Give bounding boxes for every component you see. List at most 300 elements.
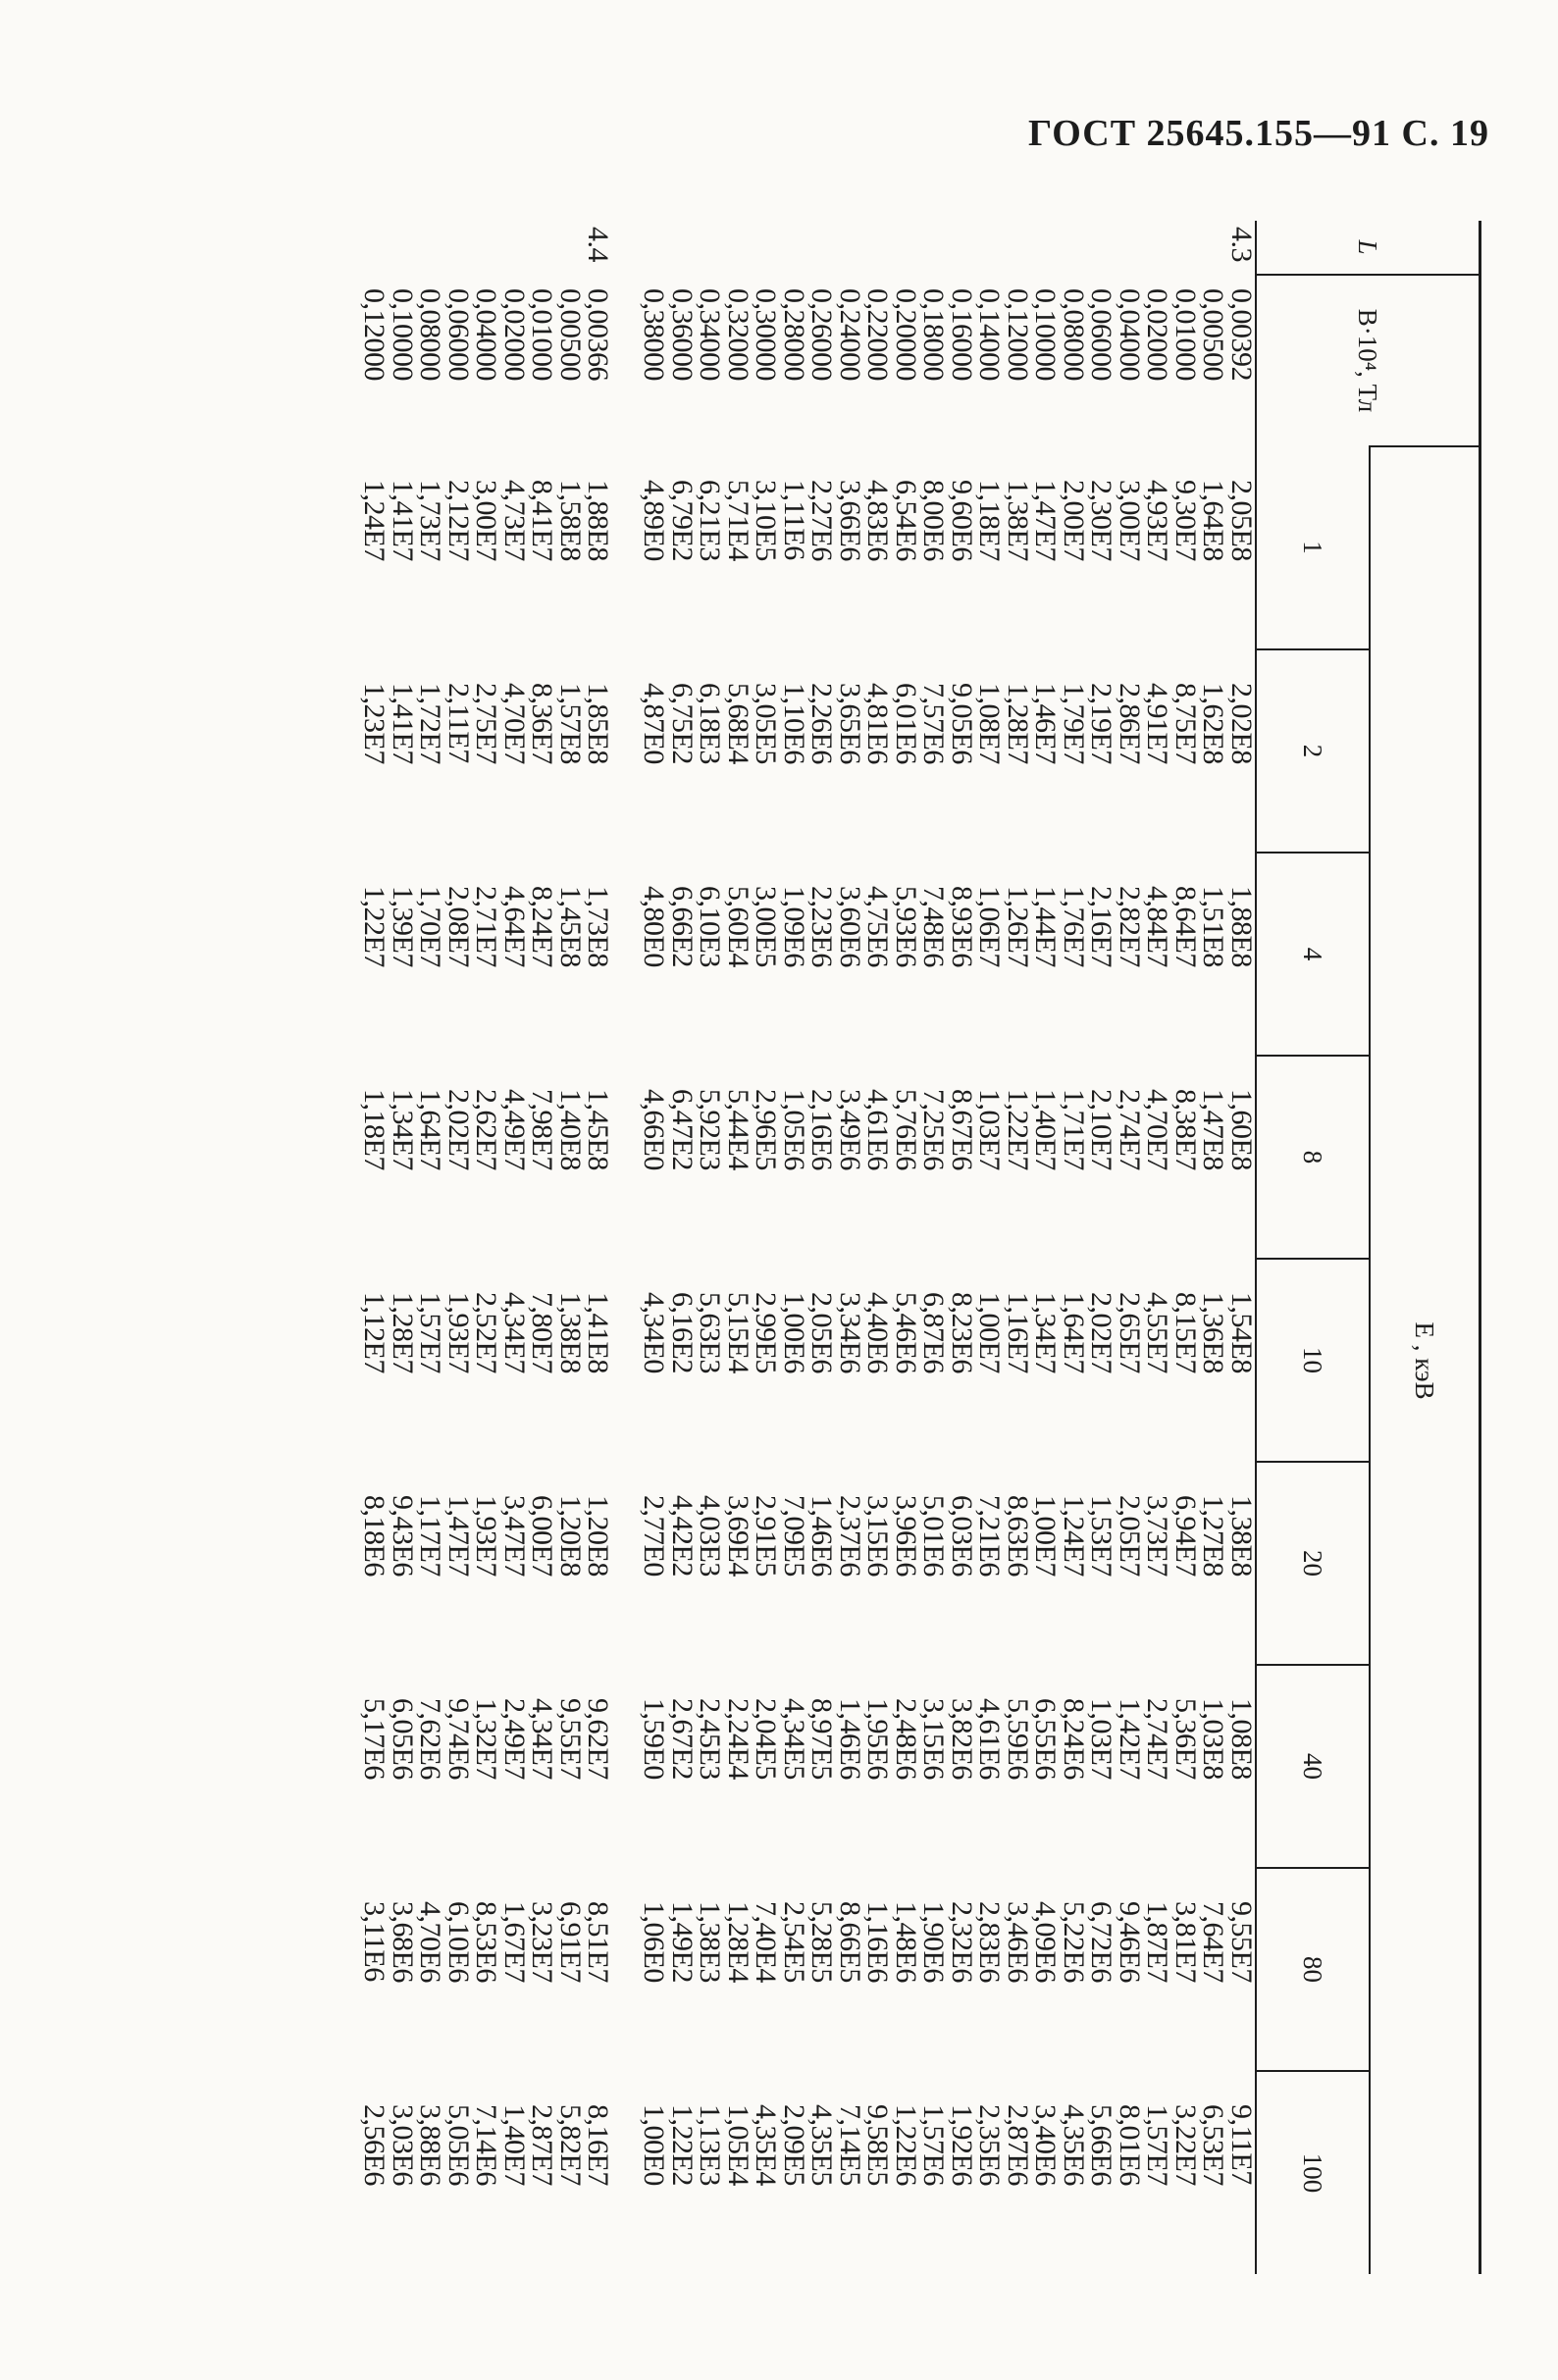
flux-value: 2,00E7 bbox=[1058, 480, 1090, 561]
flux-value: 4,34E7 bbox=[498, 1292, 531, 1373]
l-value bbox=[807, 221, 836, 275]
flux-value: 8,24E6 bbox=[1058, 1698, 1090, 1780]
flux-value: 1,45E8 bbox=[582, 1089, 615, 1170]
table-row bbox=[1227, 221, 1257, 2274]
flux-value: 2,62E7 bbox=[470, 1089, 503, 1170]
b-value: 0,28000 bbox=[778, 288, 810, 381]
flux-value: 2,05E8 bbox=[1225, 480, 1258, 561]
b-value: 0,00500 bbox=[554, 288, 587, 381]
l-value bbox=[780, 221, 808, 275]
flux-value: 2,96E5 bbox=[750, 1089, 783, 1170]
l-value bbox=[556, 221, 585, 275]
flux-value: 8,41E7 bbox=[526, 480, 559, 561]
l-value: 4.4 bbox=[582, 227, 615, 262]
flux-value: 2,87E6 bbox=[1002, 2104, 1034, 2186]
l-value bbox=[1060, 221, 1088, 275]
flux-value: 1,11E6 bbox=[778, 480, 810, 560]
flux-value: 4,09E6 bbox=[1029, 1901, 1063, 1983]
flux-value: 5,36E7 bbox=[1169, 1698, 1202, 1780]
b-value: 0,22000 bbox=[861, 288, 895, 381]
flux-value: 1,87E7 bbox=[1141, 1901, 1174, 1983]
flux-value: 3,47E7 bbox=[498, 1495, 531, 1577]
flux-value: 1,72E7 bbox=[414, 683, 447, 764]
flux-value: 2,37E6 bbox=[834, 1495, 866, 1577]
flux-value: 9,55E7 bbox=[1225, 1901, 1258, 1983]
l-value bbox=[1199, 221, 1227, 275]
flux-value: 1,36E8 bbox=[1197, 1292, 1230, 1373]
flux-value: 8,64E7 bbox=[1169, 886, 1202, 967]
l-value bbox=[919, 221, 948, 275]
flux-value: 4,70E6 bbox=[414, 1901, 447, 1983]
table-row bbox=[1143, 221, 1171, 2274]
flux-value: 1,13E3 bbox=[694, 2104, 727, 2186]
flux-value: 2,71E7 bbox=[470, 886, 503, 967]
flux-value: 5,05E6 bbox=[442, 2104, 475, 2186]
flux-value: 4,89E0 bbox=[638, 480, 671, 561]
l-value bbox=[416, 221, 444, 275]
flux-value: 8,36E7 bbox=[526, 683, 559, 764]
table-row bbox=[1116, 221, 1144, 2274]
flux-value: 2,77E0 bbox=[638, 1495, 671, 1577]
flux-value: 1,20E8 bbox=[554, 1495, 587, 1577]
flux-value: 1,73E7 bbox=[414, 480, 447, 561]
b-value: 0,24000 bbox=[834, 288, 866, 381]
flux-value: 6,53E7 bbox=[1197, 2104, 1230, 2186]
flux-value: 1,34E7 bbox=[387, 1089, 419, 1170]
flux-value: 6,72E6 bbox=[1085, 1901, 1118, 1983]
flux-value: 1,26E7 bbox=[1002, 886, 1034, 967]
flux-value: 3,81E7 bbox=[1169, 1901, 1202, 1983]
l-value bbox=[472, 221, 500, 275]
flux-value: 1,24E7 bbox=[1058, 1495, 1090, 1577]
flux-value: 6,55E6 bbox=[1029, 1698, 1063, 1780]
l-value bbox=[389, 221, 417, 275]
flux-value: 7,80E7 bbox=[526, 1292, 559, 1373]
table-row bbox=[668, 221, 697, 2274]
flux-value: 5,59E6 bbox=[1002, 1698, 1034, 1780]
flux-value: 2,91E5 bbox=[750, 1495, 783, 1577]
table-row bbox=[444, 221, 473, 2274]
flux-value: 1,00E6 bbox=[778, 1292, 810, 1373]
flux-value: 8,63E6 bbox=[1002, 1495, 1034, 1577]
flux-value: 4,91E7 bbox=[1141, 683, 1174, 764]
flux-value: 2,54E5 bbox=[778, 1901, 810, 1983]
b-value: 0,04000 bbox=[1114, 288, 1146, 381]
flux-value: 1,53E7 bbox=[1085, 1495, 1118, 1577]
flux-value: 1,22E2 bbox=[666, 2104, 699, 2186]
flux-value: 1,12E7 bbox=[358, 1292, 391, 1373]
flux-value: 4,35E5 bbox=[805, 2104, 839, 2186]
l-value bbox=[1087, 221, 1116, 275]
flux-value: 6,18E3 bbox=[694, 683, 727, 764]
page-header: ГОСТ 25645.155—91 С. 19 bbox=[1028, 113, 1489, 154]
flux-value: 4,66E0 bbox=[638, 1089, 671, 1170]
flux-value: 1,22E6 bbox=[890, 2104, 922, 2186]
energy-col-header: 20 bbox=[1256, 1462, 1370, 1665]
table-row bbox=[752, 221, 780, 2274]
flux-value: 1,45E8 bbox=[554, 886, 587, 967]
flux-value: 1,34E7 bbox=[1029, 1292, 1063, 1373]
flux-value: 1,90E6 bbox=[917, 1901, 951, 1983]
flux-value: 1,46E6 bbox=[805, 1495, 839, 1577]
flux-value: 1,62E8 bbox=[1197, 683, 1230, 764]
flux-value: 2,02E8 bbox=[1225, 683, 1258, 764]
flux-value: 2,04E5 bbox=[750, 1698, 783, 1780]
energy-col-header: 8 bbox=[1256, 1056, 1370, 1259]
flux-value: 9,05E6 bbox=[946, 683, 978, 764]
energy-col-header: 80 bbox=[1256, 1868, 1370, 2071]
flux-value: 1,38E3 bbox=[694, 1901, 727, 1983]
table-row bbox=[528, 221, 556, 2274]
flux-value: 2,48E6 bbox=[890, 1698, 922, 1780]
flux-value: 2,16E7 bbox=[1085, 886, 1118, 967]
energy-col-header: 100 bbox=[1256, 2071, 1370, 2274]
flux-value: 4,34E0 bbox=[638, 1292, 671, 1373]
table-row bbox=[389, 221, 417, 2274]
flux-value: 2,45E3 bbox=[694, 1698, 727, 1780]
flux-value: 2,23E6 bbox=[805, 886, 839, 967]
flux-value: 1,16E7 bbox=[1002, 1292, 1034, 1373]
l-value bbox=[668, 221, 697, 275]
flux-value: 6,05E6 bbox=[387, 1698, 419, 1780]
flux-value: 5,60E4 bbox=[722, 886, 754, 967]
flux-value: 3,10E5 bbox=[750, 480, 783, 561]
flux-value: 3,03E6 bbox=[387, 2104, 419, 2186]
flux-value: 1,58E8 bbox=[554, 480, 587, 561]
flux-value: 8,15E7 bbox=[1169, 1292, 1202, 1373]
flux-value: 1,40E7 bbox=[498, 2104, 531, 2186]
flux-value: 1,08E7 bbox=[973, 683, 1007, 764]
flux-value: 3,88E6 bbox=[414, 2104, 447, 2186]
flux-value: 6,75E2 bbox=[666, 683, 699, 764]
flux-value: 1,18E7 bbox=[973, 480, 1007, 561]
flux-value: 1,22E7 bbox=[358, 886, 391, 967]
b-value: 0,26000 bbox=[805, 288, 839, 381]
flux-value: 9,74E6 bbox=[442, 1698, 475, 1780]
flux-value: 1,93E7 bbox=[470, 1495, 503, 1577]
flux-value: 4,80E0 bbox=[638, 886, 671, 967]
l-value bbox=[863, 221, 892, 275]
table-row bbox=[724, 221, 753, 2274]
flux-value: 8,24E7 bbox=[526, 886, 559, 967]
flux-value: 6,10E6 bbox=[442, 1901, 475, 1983]
flux-value: 3,65E6 bbox=[834, 683, 866, 764]
flux-value: 5,28E5 bbox=[805, 1901, 839, 1983]
flux-value: 1,17E7 bbox=[414, 1495, 447, 1577]
flux-value: 1,08E8 bbox=[1225, 1698, 1258, 1780]
flux-value: 8,38E7 bbox=[1169, 1089, 1202, 1170]
flux-value: 2,32E6 bbox=[946, 1901, 978, 1983]
flux-value: 5,44E4 bbox=[722, 1089, 754, 1170]
flux-value: 1,16E6 bbox=[861, 1901, 895, 1983]
flux-value: 1,40E8 bbox=[554, 1089, 587, 1170]
flux-value: 5,71E4 bbox=[722, 480, 754, 561]
flux-value: 5,82E7 bbox=[554, 2104, 587, 2186]
flux-value: 8,00E6 bbox=[917, 480, 951, 561]
flux-value: 2,24E4 bbox=[722, 1698, 754, 1780]
flux-value: 4,87E0 bbox=[638, 683, 671, 764]
flux-value: 2,02E7 bbox=[1085, 1292, 1118, 1373]
l-value bbox=[640, 221, 668, 275]
l-value bbox=[1031, 221, 1060, 275]
flux-value: 2,99E5 bbox=[750, 1292, 783, 1373]
b-value: 0,00500 bbox=[1197, 288, 1230, 381]
flux-value: 7,14E6 bbox=[470, 2104, 503, 2186]
table-row bbox=[1031, 221, 1060, 2274]
b-value: 0,16000 bbox=[946, 288, 978, 381]
table-row bbox=[556, 221, 585, 2274]
flux-value: 5,93E6 bbox=[890, 886, 922, 967]
flux-value: 6,66E2 bbox=[666, 886, 699, 967]
flux-value: 8,53E6 bbox=[470, 1901, 503, 1983]
flux-value: 6,87E6 bbox=[917, 1292, 951, 1373]
flux-value: 4,70E7 bbox=[1141, 1089, 1174, 1170]
flux-value: 2,11E7 bbox=[442, 683, 475, 763]
flux-value: 1,05E6 bbox=[778, 1089, 810, 1170]
b-value: 0,10000 bbox=[1029, 288, 1063, 381]
flux-value: 1,20E8 bbox=[582, 1495, 615, 1577]
flux-value: 1,48E6 bbox=[890, 1901, 922, 1983]
flux-value: 2,16E6 bbox=[805, 1089, 839, 1170]
flux-value: 4,75E6 bbox=[861, 886, 895, 967]
b-value: 0,04000 bbox=[470, 288, 503, 381]
flux-value: 8,16E7 bbox=[582, 2104, 615, 2186]
table-row bbox=[948, 221, 976, 2274]
flux-value: 2,09E5 bbox=[778, 2104, 810, 2186]
group-gap bbox=[612, 221, 641, 2274]
flux-value: 3,46E6 bbox=[1002, 1901, 1034, 1983]
flux-value: 1,38E8 bbox=[1225, 1495, 1258, 1577]
flux-value: 1,57E7 bbox=[414, 1292, 447, 1373]
flux-value: 2,30E7 bbox=[1085, 480, 1118, 561]
flux-value: 2,12E7 bbox=[442, 480, 475, 561]
b-value: 0,10000 bbox=[387, 288, 419, 381]
flux-value: 6,47E2 bbox=[666, 1089, 699, 1170]
flux-value: 1,18E7 bbox=[358, 1089, 391, 1170]
data-table bbox=[360, 221, 1481, 2274]
flux-value: 4,49E7 bbox=[498, 1089, 531, 1170]
flux-value: 9,60E6 bbox=[946, 480, 978, 561]
flux-value: 1,41E7 bbox=[387, 480, 419, 561]
flux-value: 1,85E8 bbox=[582, 683, 615, 764]
flux-value: 9,43E6 bbox=[387, 1495, 419, 1577]
flux-value: 8,97E5 bbox=[805, 1698, 839, 1780]
flux-value: 3,49E6 bbox=[834, 1089, 866, 1170]
b-value: 0,06000 bbox=[442, 288, 475, 381]
flux-value: 4,61E6 bbox=[973, 1698, 1007, 1780]
flux-value: 1,60E8 bbox=[1225, 1089, 1258, 1170]
b-value: 0,36000 bbox=[666, 288, 699, 381]
flux-value: 4,93E7 bbox=[1141, 480, 1174, 561]
flux-value: 4,40E6 bbox=[861, 1292, 895, 1373]
flux-value: 4,03E3 bbox=[694, 1495, 727, 1577]
table-row bbox=[1060, 221, 1088, 2274]
flux-value: 4,55E7 bbox=[1141, 1292, 1174, 1373]
flux-value: 3,22E7 bbox=[1169, 2104, 1202, 2186]
flux-value: 1,09E6 bbox=[778, 886, 810, 967]
flux-value: 1,64E7 bbox=[1058, 1292, 1090, 1373]
flux-value: 3,68E6 bbox=[387, 1901, 419, 1983]
l-value bbox=[444, 221, 473, 275]
table-row bbox=[1087, 221, 1116, 2274]
flux-value: 1,73E8 bbox=[582, 886, 615, 967]
flux-value: 5,63E3 bbox=[694, 1292, 727, 1373]
table-row bbox=[640, 221, 668, 2274]
l-value bbox=[1116, 221, 1144, 275]
flux-value: 2,08E7 bbox=[442, 886, 475, 967]
flux-value: 1,46E7 bbox=[1029, 683, 1063, 764]
flux-value: 4,73E7 bbox=[498, 480, 531, 561]
flux-value: 6,94E7 bbox=[1169, 1495, 1202, 1577]
flux-value: 9,30E7 bbox=[1169, 480, 1202, 561]
table-row bbox=[780, 221, 808, 2274]
flux-value: 2,35E6 bbox=[973, 2104, 1007, 2186]
flux-value: 1,79E7 bbox=[1058, 683, 1090, 764]
flux-value: 5,01E6 bbox=[917, 1495, 951, 1577]
flux-value: 5,17E6 bbox=[358, 1698, 391, 1780]
flux-value: 7,40E4 bbox=[750, 1901, 783, 1983]
l-value bbox=[1171, 221, 1200, 275]
flux-value: 1,47E7 bbox=[442, 1495, 475, 1577]
flux-value: 2,05E7 bbox=[1114, 1495, 1146, 1577]
table-row bbox=[360, 221, 389, 2274]
flux-value: 3,82E6 bbox=[946, 1698, 978, 1780]
l-value bbox=[500, 221, 529, 275]
col-header-b: B·10⁴, Тл bbox=[1256, 275, 1480, 446]
flux-value: 1,47E8 bbox=[1197, 1089, 1230, 1170]
flux-value: 4,70E7 bbox=[498, 683, 531, 764]
l-value bbox=[752, 221, 780, 275]
b-value: 0,00366 bbox=[582, 288, 615, 381]
flux-value: 6,01E6 bbox=[890, 683, 922, 764]
flux-value: 8,93E6 bbox=[946, 886, 978, 967]
l-value bbox=[1143, 221, 1171, 275]
flux-value: 2,49E7 bbox=[498, 1698, 531, 1780]
flux-value: 1,00E7 bbox=[973, 1292, 1007, 1373]
flux-value: 1,92E6 bbox=[946, 2104, 978, 2186]
flux-value: 3,73E7 bbox=[1141, 1495, 1174, 1577]
flux-value: 1,49E2 bbox=[666, 1901, 699, 1983]
flux-value: 7,62E6 bbox=[414, 1698, 447, 1780]
flux-value: 3,15E6 bbox=[917, 1698, 951, 1780]
flux-value: 1,76E7 bbox=[1058, 886, 1090, 967]
b-value: 0,01000 bbox=[1169, 288, 1202, 381]
b-value: 0,34000 bbox=[694, 288, 727, 381]
flux-value: 2,56E6 bbox=[358, 2104, 391, 2186]
l-value bbox=[724, 221, 753, 275]
flux-value: 1,64E8 bbox=[1197, 480, 1230, 561]
flux-value: 5,76E6 bbox=[890, 1089, 922, 1170]
flux-value: 4,64E7 bbox=[498, 886, 531, 967]
l-value bbox=[892, 221, 920, 275]
flux-value: 5,66E6 bbox=[1085, 2104, 1118, 2186]
flux-value: 4,83E6 bbox=[861, 480, 895, 561]
flux-value: 7,21E6 bbox=[973, 1495, 1007, 1577]
flux-value: 9,11E7 bbox=[1225, 2104, 1258, 2185]
flux-value: 8,18E6 bbox=[358, 1495, 391, 1577]
table-row bbox=[807, 221, 836, 2274]
flux-value: 4,81E6 bbox=[861, 683, 895, 764]
flux-value: 7,64E7 bbox=[1197, 1901, 1230, 1983]
flux-value: 2,74E7 bbox=[1114, 1089, 1146, 1170]
col-header-l: L bbox=[1256, 221, 1480, 275]
flux-value: 3,40E6 bbox=[1029, 2104, 1063, 2186]
table-row bbox=[919, 221, 948, 2274]
table-row bbox=[500, 221, 529, 2274]
flux-value: 2,02E7 bbox=[442, 1089, 475, 1170]
flux-value: 4,34E5 bbox=[778, 1698, 810, 1780]
flux-value: 1,71E7 bbox=[1058, 1089, 1090, 1170]
flux-value: 1,51E8 bbox=[1197, 886, 1230, 967]
flux-value: 6,21E3 bbox=[694, 480, 727, 561]
energy-col-header: 40 bbox=[1256, 1665, 1370, 1868]
flux-value: 1,44E7 bbox=[1029, 886, 1063, 967]
l-value bbox=[836, 221, 864, 275]
flux-value: 1,23E7 bbox=[358, 683, 391, 764]
flux-value: 2,19E7 bbox=[1085, 683, 1118, 764]
flux-value: 2,82E7 bbox=[1114, 886, 1146, 967]
flux-value: 9,46E6 bbox=[1114, 1901, 1146, 1983]
flux-value: 2,52E7 bbox=[470, 1292, 503, 1373]
flux-value: 1,38E7 bbox=[1002, 480, 1034, 561]
flux-value: 4,61E6 bbox=[861, 1089, 895, 1170]
flux-value: 5,15E4 bbox=[722, 1292, 754, 1373]
flux-value: 7,98E7 bbox=[526, 1089, 559, 1170]
table-row bbox=[472, 221, 500, 2274]
flux-value: 3,05E5 bbox=[750, 683, 783, 764]
flux-value: 4,35E4 bbox=[750, 2104, 783, 2186]
l-value bbox=[975, 221, 1004, 275]
flux-value: 1,46E6 bbox=[834, 1698, 866, 1780]
flux-value: 2,26E6 bbox=[805, 683, 839, 764]
l-value bbox=[528, 221, 556, 275]
flux-value: 1,42E7 bbox=[1114, 1698, 1146, 1780]
flux-value: 6,16E2 bbox=[666, 1292, 699, 1373]
flux-value: 1,03E7 bbox=[973, 1089, 1007, 1170]
flux-value: 1,41E8 bbox=[582, 1292, 615, 1373]
flux-value: 1,57E8 bbox=[554, 683, 587, 764]
b-value: 0,38000 bbox=[638, 288, 671, 381]
b-value: 0,12000 bbox=[1002, 288, 1034, 381]
flux-value: 1,28E4 bbox=[722, 1901, 754, 1983]
flux-value: 4,84E7 bbox=[1141, 886, 1174, 967]
flux-value: 8,51E7 bbox=[582, 1901, 615, 1983]
flux-value: 1,57E6 bbox=[917, 2104, 951, 2186]
flux-value: 2,75E7 bbox=[470, 683, 503, 764]
flux-value: 1,88E8 bbox=[1225, 886, 1258, 967]
flux-value: 5,68E4 bbox=[722, 683, 754, 764]
flux-value: 1,28E7 bbox=[1002, 683, 1034, 764]
flux-value: 1,57E7 bbox=[1141, 2104, 1174, 2186]
flux-value: 1,41E7 bbox=[387, 683, 419, 764]
l-value bbox=[948, 221, 976, 275]
flux-value: 8,23E6 bbox=[946, 1292, 978, 1373]
flux-value: 1,88E8 bbox=[582, 480, 615, 561]
b-value: 0,02000 bbox=[498, 288, 531, 381]
flux-value: 3,69E4 bbox=[722, 1495, 754, 1577]
flux-value: 3,66E6 bbox=[834, 480, 866, 561]
flux-value: 8,01E6 bbox=[1114, 2104, 1146, 2186]
flux-value: 1,27E8 bbox=[1197, 1495, 1230, 1577]
flux-value: 2,27E6 bbox=[805, 480, 839, 561]
table-row bbox=[584, 221, 612, 2274]
flux-value: 6,54E6 bbox=[890, 480, 922, 561]
table-row bbox=[416, 221, 444, 2274]
flux-value: 1,03E7 bbox=[1085, 1698, 1118, 1780]
flux-value: 2,74E7 bbox=[1141, 1698, 1174, 1780]
flux-value: 3,15E6 bbox=[861, 1495, 895, 1577]
b-value: 0,14000 bbox=[973, 288, 1007, 381]
